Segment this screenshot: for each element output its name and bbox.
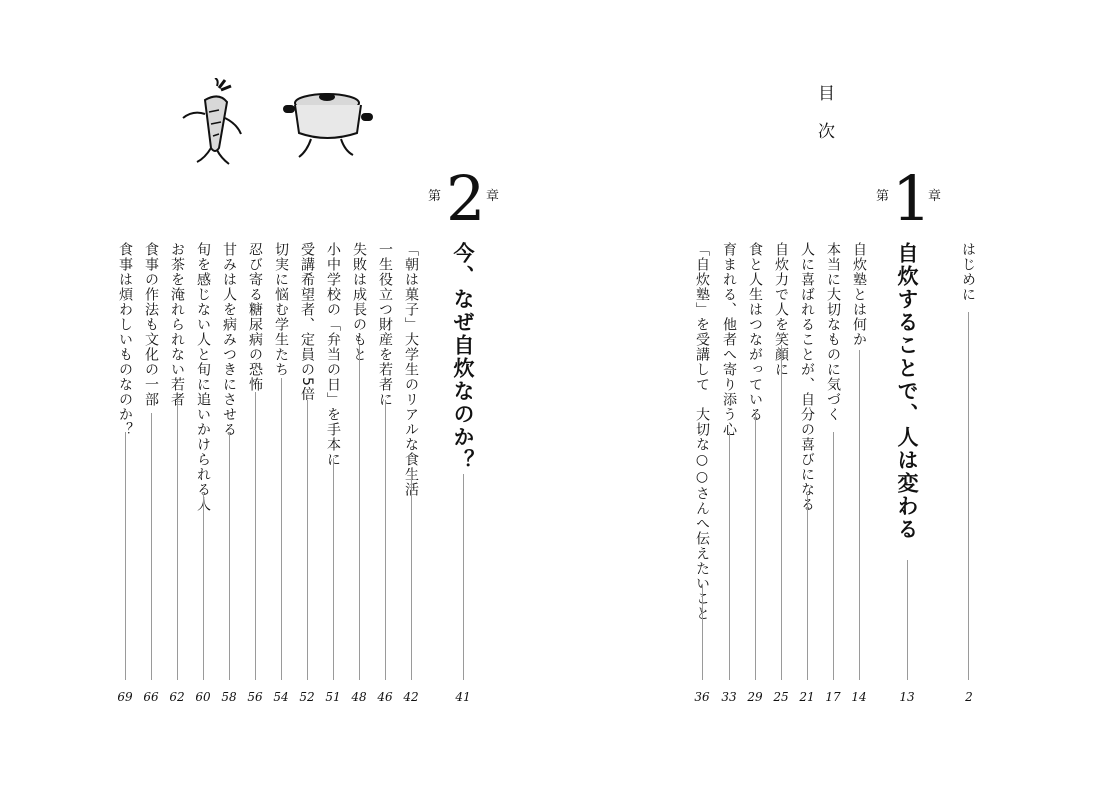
toc-leader (203, 494, 204, 680)
toc-item-title[interactable]: 受講希望者、定員の5倍 (299, 242, 315, 402)
carrot-character-icon (175, 78, 255, 168)
toc-title: 目 (818, 84, 835, 104)
toc-item-title[interactable]: 自炊塾とは何か (851, 242, 867, 347)
toc-page-number: 42 (403, 690, 419, 704)
toc-item-title[interactable]: 甘みは人を病みつきにさせる (221, 242, 237, 437)
toc-leader (255, 392, 256, 680)
toc-item-title[interactable]: 切実に悩む学生たち (273, 242, 289, 377)
toc-page-number: 58 (221, 690, 237, 704)
toc-page-number: 33 (721, 690, 737, 704)
toc-item-title[interactable]: 本当に大切なものに気づく (825, 242, 841, 422)
toc-page-number: 41 (455, 690, 471, 704)
toc-page-number: 46 (377, 690, 393, 704)
toc-page-number: 62 (169, 690, 185, 704)
toc-intro-title[interactable]: はじめに (960, 242, 976, 302)
toc-leader (859, 350, 860, 680)
toc-item-title[interactable]: 「自炊塾」を受講して 大切な○○さんへ伝えたいこと (694, 242, 710, 621)
toc-page-number: 17 (825, 690, 841, 704)
chapter-label: 第 (428, 189, 442, 204)
chapter-title[interactable]: 今、なぜ自炊なのか？ (451, 242, 475, 472)
toc-item-title[interactable]: 食事の作法も文化の一部 (143, 242, 159, 407)
toc-page-number: 51 (325, 690, 341, 704)
toc-leader (463, 474, 464, 680)
toc-title: 次 (818, 122, 835, 142)
toc-page-number: 21 (799, 690, 815, 704)
toc-page-number: 29 (747, 690, 763, 704)
toc-page-number: 25 (773, 690, 789, 704)
toc-leader (411, 470, 412, 680)
toc-page-number: 52 (299, 690, 315, 704)
toc-item-title[interactable]: 育まれる、他者へ寄り添う心 (721, 242, 737, 437)
toc-leader (151, 413, 152, 680)
toc-leader (125, 432, 126, 680)
toc-leader (781, 345, 782, 680)
toc-leader (907, 560, 908, 680)
toc-item-title[interactable]: お茶を淹れられない若者 (169, 242, 185, 407)
toc-page-number: 48 (351, 690, 367, 704)
toc-leader (833, 432, 834, 680)
toc-leader (281, 378, 282, 680)
toc-leader (177, 400, 178, 680)
toc-leader (333, 458, 334, 680)
toc-leader (385, 400, 386, 680)
toc-leader (229, 432, 230, 680)
toc-leader (807, 494, 808, 680)
toc-page-number: 56 (247, 690, 263, 704)
chapter-label: 章 (928, 189, 942, 204)
chapter-title[interactable]: 自炊することで、人は変わる (895, 242, 919, 541)
toc-page-number: 36 (694, 690, 710, 704)
toc-item-title[interactable]: 忍び寄る糖尿病の恐怖 (247, 242, 263, 392)
toc-page-number: 14 (851, 690, 867, 704)
toc-leader (755, 413, 756, 680)
toc-leader (359, 345, 360, 680)
toc-leader (729, 432, 730, 680)
chapter-label: 章 (486, 189, 500, 204)
toc-item-title[interactable]: 食事は煩わしいものなのか？ (117, 242, 133, 437)
toc-page-number: 2 (965, 690, 973, 704)
toc-page-number: 60 (195, 690, 211, 704)
toc-leader (307, 400, 308, 680)
pot-character-icon (275, 85, 380, 165)
toc-page-number: 13 (899, 690, 915, 704)
toc-item-title[interactable]: 人に喜ばれることが、自分の喜びになる (799, 242, 815, 512)
toc-page-number: 69 (117, 690, 133, 704)
toc-item-title[interactable]: 自炊力で人を笑顔に (773, 242, 789, 377)
toc-leader (968, 312, 969, 680)
chapter-number: 1 (892, 162, 932, 235)
toc-item-title[interactable]: 失敗は成長のもと (351, 242, 367, 362)
toc-item-title[interactable]: 小中学校の「弁当の日」を手本に (325, 242, 341, 467)
toc-item-title[interactable]: 食と人生はつながっている (747, 242, 763, 422)
toc-leader (702, 584, 703, 680)
toc-item-title[interactable]: 旬を感じない人と旬に追いかけられる人 (195, 242, 211, 512)
chapter-label: 第 (876, 189, 890, 204)
chapter-number: 2 (446, 162, 486, 235)
toc-page-number: 54 (273, 690, 289, 704)
toc-page-number: 66 (143, 690, 159, 704)
toc-item-title[interactable]: 「朝は菓子」大学生のリアルな食生活 (403, 242, 419, 497)
toc-item-title[interactable]: 一生役立つ財産を若者に (377, 242, 393, 407)
